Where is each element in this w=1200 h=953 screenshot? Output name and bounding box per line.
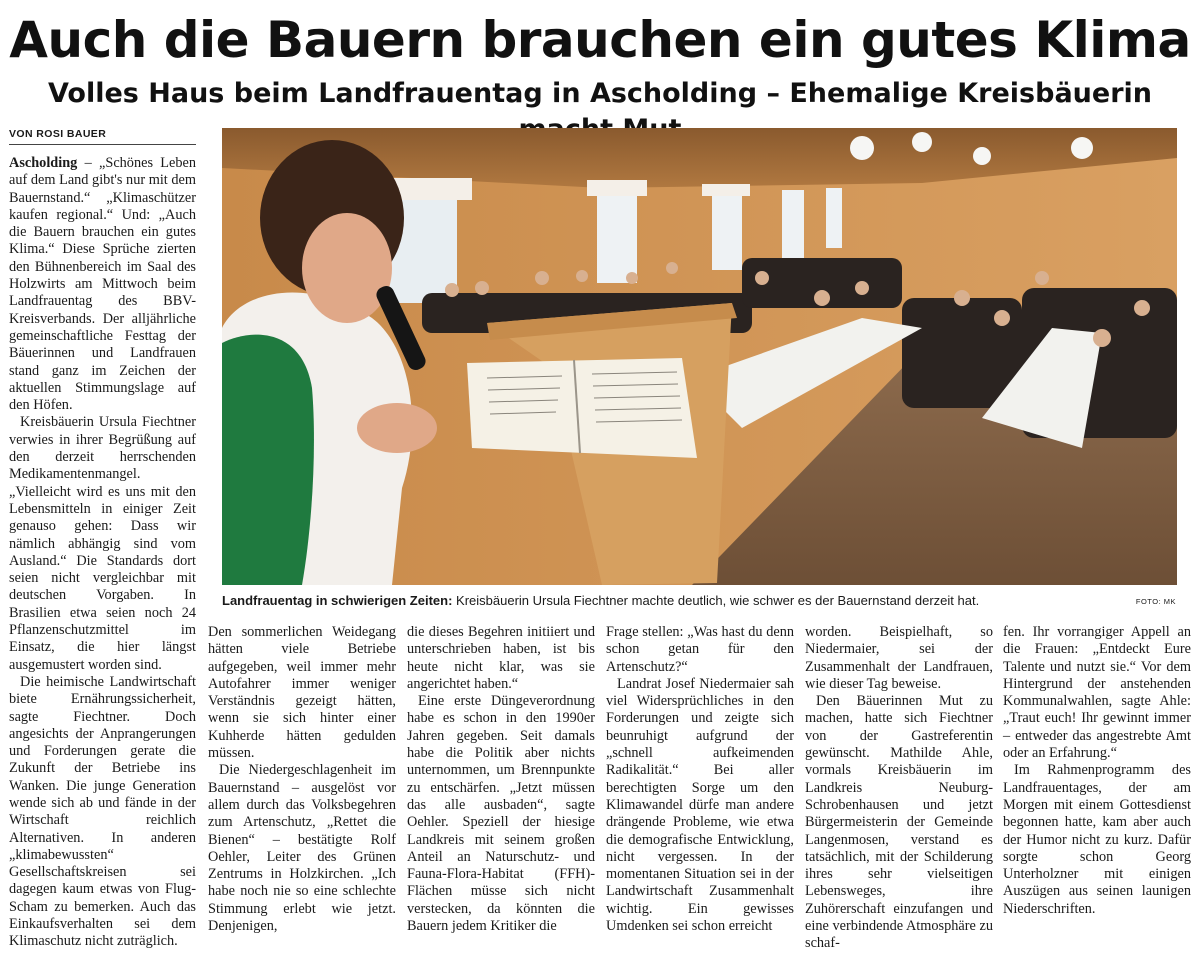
article-column-3 <box>407 624 595 935</box>
article-column-4 <box>606 624 794 935</box>
paragraph: Eine erste Düngeverordnung habe es schon in den 1990er Jahren gegeben. Seit damals habe die Politik aber nichts unternommen, um Brennpunkte zu entschärfen. „Jetzt müssen das alle ausbaden“, sagte Oehler. Speziell der hiesige Landkreis mit seinem großen Anteil an Naturschutz- und Fauna-Flora-Habitat (FFH)-Flächen müsse sich nicht verstecken, da könnten die Bauern jedem Kritiker die <box>407 693 595 935</box>
paragraph: Ascholding – „Schönes Leben auf dem Land gibt's nur mit dem Bauernstand.“ „Klimaschützer kaufen regional.“ Und: „Auch die Bauern brauchen ein gutes Klima.“ Diese Sprüche zierten den Bühnenbereich im Saal des Holzwirts am Mittwoch beim Landfrauentag des BBV-Kreisverbands. Der alljährliche gemeinschaftliche Festtag der Bäuerinnen und Landfrauen stand ganz im Zeichen der aktuellen Stimmungslage auf den Höfen. <box>9 155 196 414</box>
paragraph: fen. Ihr vorrangiger Appell an die Frauen: „Entdeckt Eure Talente und nutzt sie.“ Vor dem Hintergrund der anstehenden Kommunalwahlen, sagte Ahle: „Traut euch! Ihr gewinnt immer – entweder das angestrebte Amt oder an Erfahrung.“ <box>1003 624 1191 762</box>
paragraph: worden. Beispielhaft, so Niedermaier, sei der Zusammenhalt der Landfrauen, wie dieser Tag beweise. <box>805 624 993 692</box>
article-column-1 <box>9 155 196 950</box>
paragraph: Im Rahmenprogramm des Landfrauentages, der am Morgen mit einem Gottesdienst begonnen hatte, kam aber auch der Humor nicht zu kurz. Dafür sorgte schon Georg Unterholzner mit einigen Auszügen aus seinen launigen Niederschriften. <box>1003 762 1191 917</box>
subheadline: Volles Haus beim Landfrauentag in Ascholding – Ehemalige Kreisbäuerin <box>48 78 1152 109</box>
caption-text: Kreisbäuerin Ursula Fiechtner machte deutlich, wie schwer es der Bauernstand derzeit hat. <box>452 593 980 608</box>
photo-caption <box>222 592 1177 609</box>
paragraph: Frage stellen: „Was hast du denn schon getan für den Artenschutz?“ <box>606 624 794 675</box>
dateline: Ascholding <box>9 155 78 171</box>
paragraph: Die heimische Landwirtschaft biete Ernährungssicherheit, sagte Fiechtner. Doch angesichts der Anprangerungen und Forderungen gerate die Zukunft der Betriebe ins Wanken. Die junge Generation wende sich ab und fände in der Wirtschaft reichlich Alternativen. In anderen „klimabewussten“ Gesellschaftskreisen sei dagegen kaum etwas von Flug-Scham zu bemerken. Auch das Einkaufsverhalten sei dem Klimaschutz nicht zuträglich. <box>9 673 196 950</box>
article-column-6 <box>1003 624 1191 920</box>
paragraph: Den Bäuerinnen Mut zu machen, hatte sich Fiechtner von der Gastreferentin gewünscht. Mathilde Ahle, vormals Kreisbäuerin im Landkreis Neuburg-Schrobenhausen und jetzt Bürgermeisterin der Gemeinde Langenmosen, verstand es tatsächlich, mit der Schilderung ihres sehr vielseitigen Lebensweges, ihre Zuhörerschaft einzufangen und eine verbindende Atmosphäre zu schaf- <box>805 693 993 952</box>
headline: Auch die Bauern brauchen ein gutes Klima <box>9 11 1191 69</box>
paragraph: die dieses Begehren initiiert und unterschrieben haben, ist bis heute nicht klar, was sie angerichtet haben.“ <box>407 624 595 692</box>
article-column-5 <box>805 624 993 952</box>
paragraph: Kreisbäuerin Ursula Fiechtner verwies in ihrer Begrüßung auf den derzeit herrschenden Medikamentenmangel. „Vielleicht wird es uns mit den Lebensmitteln in einiger Zeit genauso gehen: Dass wir nämlich abhängig sind vom Ausland.“ Die Standards dort seien nicht vergleichbar mit deutschen Vorgaben. In Brasilien etwa seien noch 24 Pflanzenschutzmittel im Einsatz, die hier längst ausgemustert worden sind. <box>9 414 196 673</box>
caption-title: Landfrauentag in schwierigen Zeiten: <box>222 593 453 608</box>
paragraph: Den sommerlichen Weidegang hätten viele Betriebe aufgegeben, weil immer mehr Autofahrer immer weniger Verständnis gezeigt hätten, wenn sie sich hinter einer Kuhherde hätten gedulden müssen. <box>208 624 396 762</box>
article-column-2 <box>208 624 396 935</box>
article-photo <box>222 128 1177 585</box>
paragraph: Landrat Josef Niedermaier sah viel Widersprüchliches in den Forderungen und zeigte sich beunruhigt aufgrund der „schnell aufkeimenden Radikalität.“ Bei aller berechtigten Sorge um den Klimawandel dürfe man andere drängende Probleme, wie etwa die demografische Entwicklung, nicht vergessen. In der momentanen Situation sei in der Landwirtschaft Zusammenhalt wichtig. Ein gewisses Umdenken sei schon erreicht <box>606 675 794 935</box>
photo-credit: FOTO: MK <box>1135 597 1176 606</box>
byline: VON ROSI BAUER <box>9 128 196 145</box>
paragraph: Die Niedergeschlagenheit im Bauernstand – ausgelöst vor allem durch das Volksbegehren zum Artenschutz, „Rettet die Bienen“ – bestätigte Rolf Oehler, Leiter des Grünen Zentrums in Holzkirchen. „Ich habe noch nie so eine schlechte Stimmung erlebt wie jetzt. Denjenigen, <box>208 762 396 935</box>
